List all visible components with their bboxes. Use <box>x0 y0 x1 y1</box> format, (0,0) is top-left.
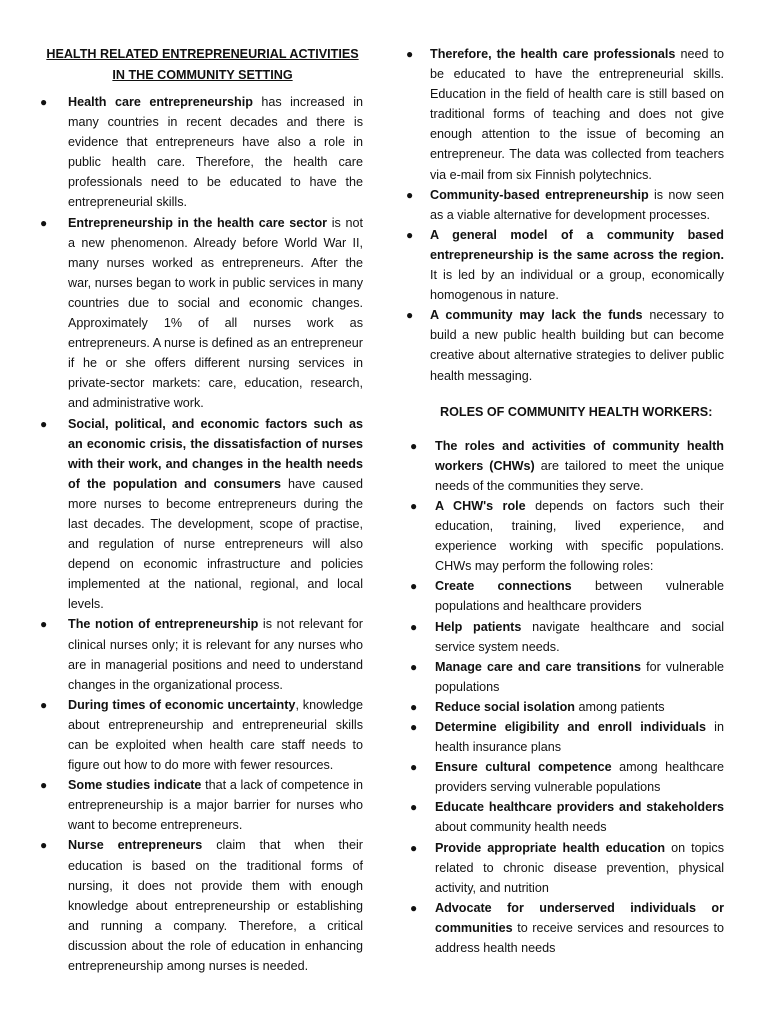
item-text: depends on factors such their education, training, lived experience, and experience working with specific populations. CHWs may perform the following roles: <box>435 498 725 574</box>
item-bold: Health care entrepreneurship <box>68 95 253 109</box>
bullet-icon: ● <box>406 47 414 61</box>
list-item <box>404 717 724 757</box>
item-text: are tailored to meet the unique needs of the communities they serve. <box>435 458 724 493</box>
item-bold: Create connections <box>435 579 572 594</box>
bullet-icon: ● <box>40 95 48 109</box>
bullet-icon: ● <box>406 227 414 242</box>
item-text: have caused more nurses to become entrepreneurs during the last decades. The development, scope of practise, and regulation of nurse entrepreneurs will also depend on economic infrastructure and policies implemented at the national, regional, and local levels. <box>68 476 363 612</box>
item-bold: Reduce social isolation <box>435 699 575 714</box>
list-item <box>404 797 724 837</box>
list-item <box>404 225 724 305</box>
item-text: , knowledge about entrepreneurship and entrepreneurial skills can be exploited when health care staff needs to figure out how to do more with fewer resources. <box>68 697 363 773</box>
bullet-icon: ● <box>410 800 418 815</box>
item-bold: Help patients <box>435 619 522 634</box>
item-bold: A general model of a community based entrepreneurship is the same across the region. <box>430 227 724 262</box>
list-item <box>38 92 363 213</box>
item-text: about community health needs <box>435 820 607 835</box>
item-bold: A CHW's role <box>435 498 526 513</box>
roles-bullet-list <box>404 436 724 958</box>
list-item <box>404 185 724 225</box>
right-bullet-list <box>404 44 724 386</box>
item-text: claim that when their education is based on the traditional forms of nursing, it does not provide them with enough knowledge about entrepreneurship or establishing and running a company. Therefore, a critical discussion about the role of education in enhancing entrepreneurship among nurses is needed. <box>68 838 363 974</box>
item-bold: Advocate for underserved individuals or communities <box>435 900 724 935</box>
item-bold: A community may lack the funds <box>430 308 643 323</box>
list-item <box>404 657 724 697</box>
list-item <box>404 697 724 717</box>
item-text: to receive services and resources to address health needs <box>435 920 724 956</box>
list-item <box>38 414 363 615</box>
list-item <box>38 775 363 835</box>
list-item <box>404 757 724 797</box>
item-text: that a lack of competence in entrepreneurship is a major barrier for nurses who want to become entrepreneurs. <box>68 778 363 833</box>
item-bold: The roles and activities of community health workers (CHWs) <box>435 438 724 473</box>
item-text: is not relevant for clinical nurses only; it is relevant for any nurses who are in managerial positions and need to understand changes in the organizational process. <box>68 617 363 692</box>
list-item <box>404 496 724 576</box>
item-bold: Some studies indicate <box>68 778 202 793</box>
item-text: has increased in many countries in recent decades and there is evidence that entrepreneurs have also a role in public health care. Therefore, the health care professionals need to be educated to have the entrepreneurial skills. <box>68 95 363 210</box>
item-bold: Therefore, the health care professionals <box>430 47 676 61</box>
item-bold: Social, political, and economic factors such as an economic crisis, the dissatisfaction of nurses with their work, and changes in the health needs of the population and consumers <box>68 416 363 491</box>
bullet-icon: ● <box>410 900 418 915</box>
list-item <box>404 436 724 496</box>
item-bold: During times of economic uncertainty <box>68 697 296 712</box>
bullet-icon: ● <box>410 840 418 855</box>
right-column <box>404 44 724 958</box>
item-text: between vulnerable populations and healthcare providers <box>435 579 724 614</box>
list-item <box>404 44 724 185</box>
item-bold: Ensure cultural competence <box>435 760 612 775</box>
list-item <box>404 305 724 385</box>
list-item <box>404 898 724 958</box>
list-item <box>404 838 724 898</box>
list-item <box>38 695 363 775</box>
item-bold: Entrepreneurship in the health care sector <box>68 215 328 230</box>
item-bold: Educate healthcare providers and stakeholders <box>435 800 724 815</box>
bullet-icon: ● <box>40 617 48 632</box>
bullet-icon: ● <box>40 215 48 230</box>
item-text: need to be educated to have the entrepreneurial skills. Education in the field of health care is still based on traditional forms of teaching and does not give enough attention to the issue of becoming an entrepreneur. The data was collected from teachers via e-mail from six Finnish polytechnics. <box>430 47 724 182</box>
item-text: on topics related to chronic disease prevention, physical activity, and nutrition <box>435 840 725 895</box>
item-text: is not a new phenomenon. Already before World War II, many nurses worked as entrepreneurs. After the war, nurses began to work in public services in many countries due to social and economic changes. Approximately 1% of all nurses work as entrepreneurs. A nurse is defined as an entrepreneur if he or she offers different nursing services in private-sector markets: care, education, research, and administrative work. <box>68 215 363 411</box>
item-bold: Determine eligibility and enroll individuals <box>435 720 707 734</box>
bullet-icon: ● <box>410 498 418 513</box>
item-text: in health insurance plans <box>435 720 724 755</box>
item-text: It is led by an individual or a group, economically homogenous in nature. <box>430 268 724 303</box>
left-bullet-list <box>38 92 363 976</box>
bullet-icon: ● <box>40 697 48 712</box>
bullet-icon: ● <box>406 187 414 202</box>
item-bold: Nurse entrepreneurs <box>68 838 203 853</box>
bullet-icon: ● <box>410 619 418 634</box>
item-bold: Manage care and care transitions <box>435 659 641 674</box>
bullet-icon: ● <box>410 699 418 714</box>
bullet-icon: ● <box>406 308 414 323</box>
bullet-icon: ● <box>410 760 418 775</box>
bullet-icon: ● <box>410 579 418 594</box>
item-text: is now seen as a viable alternative for development processes. <box>430 187 724 222</box>
list-item <box>404 617 724 657</box>
left-column <box>38 44 363 976</box>
item-text: necessary to build a new public health building but can become creative about alternative strategies to deliver public health messaging. <box>430 308 724 383</box>
bullet-icon: ● <box>40 778 48 793</box>
roles-heading: ROLES OF COMMUNITY HEALTH WORKERS: <box>440 404 713 419</box>
list-item <box>404 576 724 616</box>
item-bold: Provide appropriate health education <box>435 840 666 855</box>
item-text: among patients <box>574 699 665 714</box>
bullet-icon: ● <box>410 659 418 674</box>
item-bold: The notion of entrepreneurship <box>68 617 259 632</box>
item-text: for vulnerable populations <box>435 659 724 694</box>
item-bold: Community-based entrepreneurship <box>430 187 649 202</box>
bullet-icon: ● <box>40 416 48 431</box>
main-heading: HEALTH RELATED ENTREPRENEURIAL ACTIVITIES IN THE COMMUNITY SETTING <box>46 47 359 82</box>
item-text: navigate healthcare and social service system needs. <box>435 619 725 654</box>
list-item <box>38 614 363 694</box>
list-item <box>38 835 363 976</box>
bullet-icon: ● <box>40 838 48 853</box>
bullet-icon: ● <box>410 720 418 734</box>
item-text: among healthcare providers serving vulnerable populations <box>435 760 724 795</box>
bullet-icon: ● <box>410 438 418 453</box>
list-item <box>38 213 363 414</box>
